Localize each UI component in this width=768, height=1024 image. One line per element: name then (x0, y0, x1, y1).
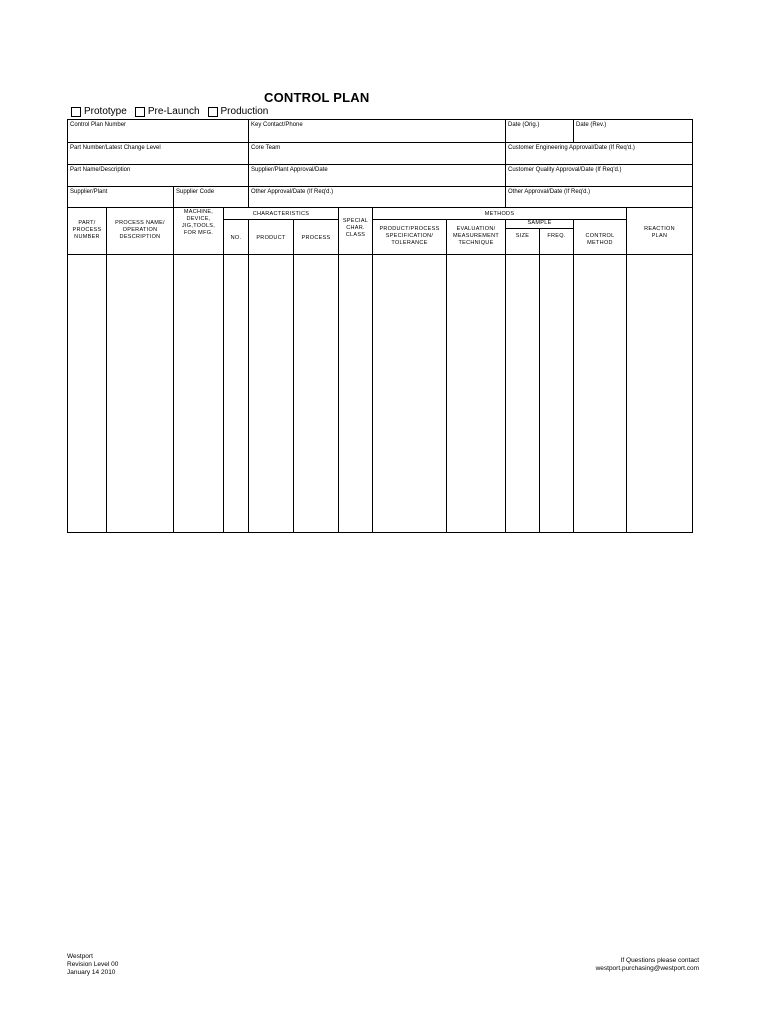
production-label: Production (220, 106, 269, 117)
col-special-char-class: SPECIAL CHAR. CLASS (342, 218, 369, 238)
col-size: SIZE (515, 233, 530, 239)
col-part-process-number: PART/ PROCESS NUMBER (72, 220, 102, 240)
core-team-field[interactable]: Core Team (251, 145, 281, 151)
col-evaluation-technique: EVALUATION/ MEASUREMENT TECHNIQUE (452, 226, 500, 246)
footer-revision: Revision Level 00 (67, 961, 119, 968)
pre-launch-label: Pre-Launch (147, 106, 200, 117)
pre-launch-checkbox[interactable] (135, 107, 145, 117)
footer-date: January 14 2010 (67, 969, 116, 976)
plan-type-pre-launch[interactable] (135, 106, 200, 117)
header-info-grid (67, 119, 693, 208)
date-orig-field[interactable]: Date (Orig.) (508, 122, 540, 128)
supplier-plant-field[interactable]: Supplier/Plant (70, 189, 108, 195)
footer-contact-line: If Questions please contact (620, 957, 699, 964)
part-name-field[interactable]: Part Name/Description (70, 167, 131, 173)
control-plan-table (67, 208, 693, 533)
plan-type-production[interactable] (208, 106, 269, 117)
customer-quality-approval-field[interactable]: Customer Quality Approval/Date (If Req'd.) (508, 167, 622, 173)
plan-type-prototype[interactable] (71, 106, 127, 117)
footer-contact (596, 957, 699, 973)
col-reaction-plan: REACTION PLAN (644, 226, 675, 239)
supplier-plant-approval-field[interactable]: Supplier/Plant Approval/Date (251, 167, 328, 173)
prototype-checkbox[interactable] (71, 107, 81, 117)
col-sample: SAMPLE (527, 220, 552, 226)
col-process: PROCESS (301, 235, 331, 241)
col-machine-device: MACHINE, DEVICE, JIG,TOOLS, FOR MFG. (181, 209, 216, 236)
footer-revision-info (67, 953, 118, 977)
page-title: CONTROL PLAN (264, 90, 370, 105)
footer-contact-email[interactable]: westport.purchasing@westport.com (595, 965, 699, 972)
key-contact-field[interactable]: Key Contact/Phone (251, 122, 303, 128)
col-methods: METHODS (484, 211, 515, 217)
control-plan-number-field[interactable]: Control Plan Number (70, 122, 127, 128)
footer-company: Westport (67, 953, 93, 960)
other-approval-field-2[interactable]: Other Approval/Date (If Req'd.) (508, 189, 591, 195)
prototype-label: Prototype (84, 106, 127, 117)
part-number-field[interactable]: Part Number/Latest Change Level (70, 145, 161, 151)
supplier-code-field[interactable]: Supplier Code (176, 189, 215, 195)
col-control-method: CONTROL METHOD (585, 233, 615, 246)
col-freq: FREQ. (547, 233, 566, 239)
customer-engineering-approval-field[interactable]: Customer Engineering Approval/Date (If Req'd.) (508, 145, 635, 151)
col-no: NO. (230, 235, 242, 241)
table-body[interactable] (68, 255, 692, 532)
production-checkbox[interactable] (208, 107, 218, 117)
col-process-name: PROCESS NAME/ OPERATION DESCRIPTION (115, 220, 165, 240)
col-spec-tolerance: PRODUCT/PROCESS SPECIFICATION/ TOLERANCE (379, 226, 440, 246)
date-rev-field[interactable]: Date (Rev.) (576, 122, 607, 128)
col-product: PRODUCT (256, 235, 286, 241)
plan-type-options (71, 106, 276, 117)
other-approval-field-1[interactable]: Other Approval/Date (If Req'd.) (251, 189, 334, 195)
col-characteristics: CHARACTERISTICS (252, 211, 310, 217)
